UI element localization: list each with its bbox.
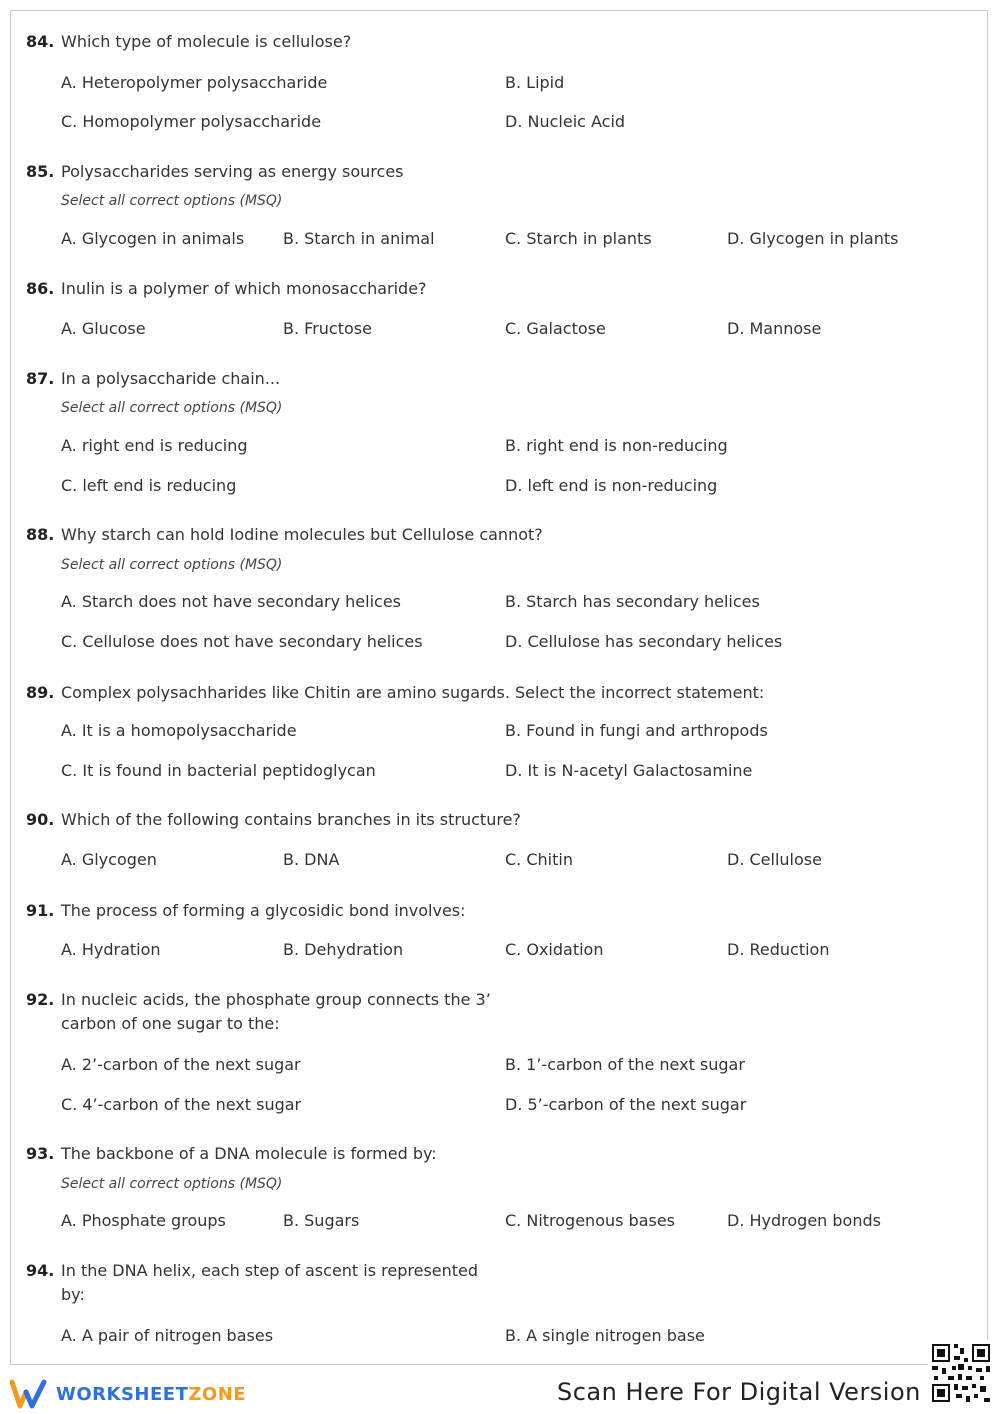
option-a[interactable]: A. Phosphate groups [61, 1211, 226, 1230]
option-d[interactable]: D. Cellulose [727, 850, 822, 869]
question-text: Why starch can hold Iodine molecules but Cellulose cannot? [61, 525, 543, 544]
option-b[interactable]: B. Lipid [505, 73, 565, 92]
option-a[interactable]: A. Starch does not have secondary helices [61, 592, 402, 611]
question-number: 94. [26, 1261, 55, 1280]
question-number: 92. [26, 990, 55, 1009]
logo-text-worksheet: WORKSHEET [56, 1383, 189, 1405]
option-c[interactable]: C. Galactose [505, 319, 606, 338]
question-text: The process of forming a glycosidic bond involves: [61, 901, 466, 920]
question-number: 88. [26, 525, 55, 544]
question-number: 93. [26, 1144, 55, 1163]
option-a[interactable]: A. Glycogen [61, 850, 157, 869]
worksheetzone-logo[interactable] [10, 1376, 246, 1412]
question-text: Polysaccharides serving as energy sources [61, 162, 404, 181]
msq-hint: Select all correct options (MSQ) [61, 193, 283, 209]
msq-hint: Select all correct options (MSQ) [61, 400, 283, 416]
option-a[interactable]: A. It is a homopolysaccharide [61, 721, 297, 740]
option-d[interactable]: D. left end is non-reducing [505, 476, 718, 495]
option-d[interactable]: D. Glycogen in plants [727, 229, 899, 248]
option-a[interactable]: A. Hydration [61, 940, 161, 959]
option-d[interactable]: D. Hydrogen bonds [727, 1211, 881, 1230]
option-b[interactable]: B. Found in fungi and arthropods [505, 721, 768, 740]
option-c[interactable]: C. Oxidation [505, 940, 604, 959]
question-text: The backbone of a DNA molecule is formed by: [61, 1144, 437, 1163]
option-b[interactable]: B. Starch in animal [283, 229, 435, 248]
option-c[interactable]: C. Homopolymer polysaccharide [61, 112, 322, 131]
worksheet-frame [10, 10, 988, 1365]
option-a[interactable]: A. right end is reducing [61, 436, 248, 455]
option-a[interactable]: A. A pair of nitrogen bases [61, 1326, 274, 1345]
option-b[interactable]: B. A single nitrogen base [505, 1326, 705, 1345]
option-d[interactable]: D. Reduction [727, 940, 830, 959]
question-text: Inulin is a polymer of which monosaccharide? [61, 279, 427, 298]
question-number: 90. [26, 810, 55, 829]
msq-hint: Select all correct options (MSQ) [61, 557, 283, 573]
option-d[interactable]: D. It is N-acetyl Galactosamine [505, 761, 753, 780]
question-text: In nucleic acids, the phosphate group connects the 3’ carbon of one sugar to the: [61, 990, 491, 1033]
question-number: 89. [26, 683, 55, 702]
option-b[interactable]: B. Dehydration [283, 940, 404, 959]
option-b[interactable]: B. right end is non-reducing [505, 436, 728, 455]
logo-w-icon [10, 1378, 50, 1410]
option-c[interactable]: C. left end is reducing [61, 476, 237, 495]
scan-caption: Scan Here For Digital Version [557, 1378, 921, 1406]
logo-text-zone: ZONE [188, 1383, 247, 1405]
option-d[interactable]: D. Mannose [727, 319, 822, 338]
option-c[interactable]: C. Nitrogenous bases [505, 1211, 676, 1230]
option-d[interactable]: D. Cellulose has secondary helices [505, 632, 783, 651]
option-b[interactable]: B. DNA [283, 850, 340, 869]
question-number: 85. [26, 162, 55, 181]
option-c[interactable]: C. Cellulose does not have secondary helices [61, 632, 423, 651]
question-text: Which type of molecule is cellulose? [61, 32, 352, 51]
question-text: Complex polysachharides like Chitin are amino sugards. Select the incorrect statement: [61, 683, 765, 702]
option-c[interactable]: C. 4’-carbon of the next sugar [61, 1095, 302, 1114]
option-a[interactable]: A. 2’-carbon of the next sugar [61, 1055, 301, 1074]
logo-text [56, 1384, 246, 1405]
option-a[interactable]: A. Heteropolymer polysaccharide [61, 73, 328, 92]
option-b[interactable]: B. Fructose [283, 319, 372, 338]
question-number: 87. [26, 369, 55, 388]
question-number: 91. [26, 901, 55, 920]
option-b[interactable]: B. Starch has secondary helices [505, 592, 760, 611]
msq-hint: Select all correct options (MSQ) [61, 1176, 283, 1192]
option-c[interactable]: C. Starch in plants [505, 229, 652, 248]
option-d[interactable]: D. Nucleic Acid [505, 112, 626, 131]
question-text: In the DNA helix, each step of ascent is represented by: [61, 1261, 479, 1304]
question-text: Which of the following contains branches in its structure? [61, 810, 521, 829]
option-a[interactable]: A. Glycogen in animals [61, 229, 245, 248]
option-b[interactable]: B. Sugars [283, 1211, 360, 1230]
option-b[interactable]: B. 1’-carbon of the next sugar [505, 1055, 745, 1074]
question-number: 86. [26, 279, 55, 298]
option-c[interactable]: C. It is found in bacterial peptidoglycan [61, 761, 376, 780]
question-text: In a polysaccharide chain... [61, 369, 281, 388]
option-d[interactable]: D. 5’-carbon of the next sugar [505, 1095, 747, 1114]
question-number: 84. [26, 32, 55, 51]
option-c[interactable]: C. Chitin [505, 850, 573, 869]
qr-code-icon[interactable] [928, 1340, 994, 1406]
option-a[interactable]: A. Glucose [61, 319, 146, 338]
